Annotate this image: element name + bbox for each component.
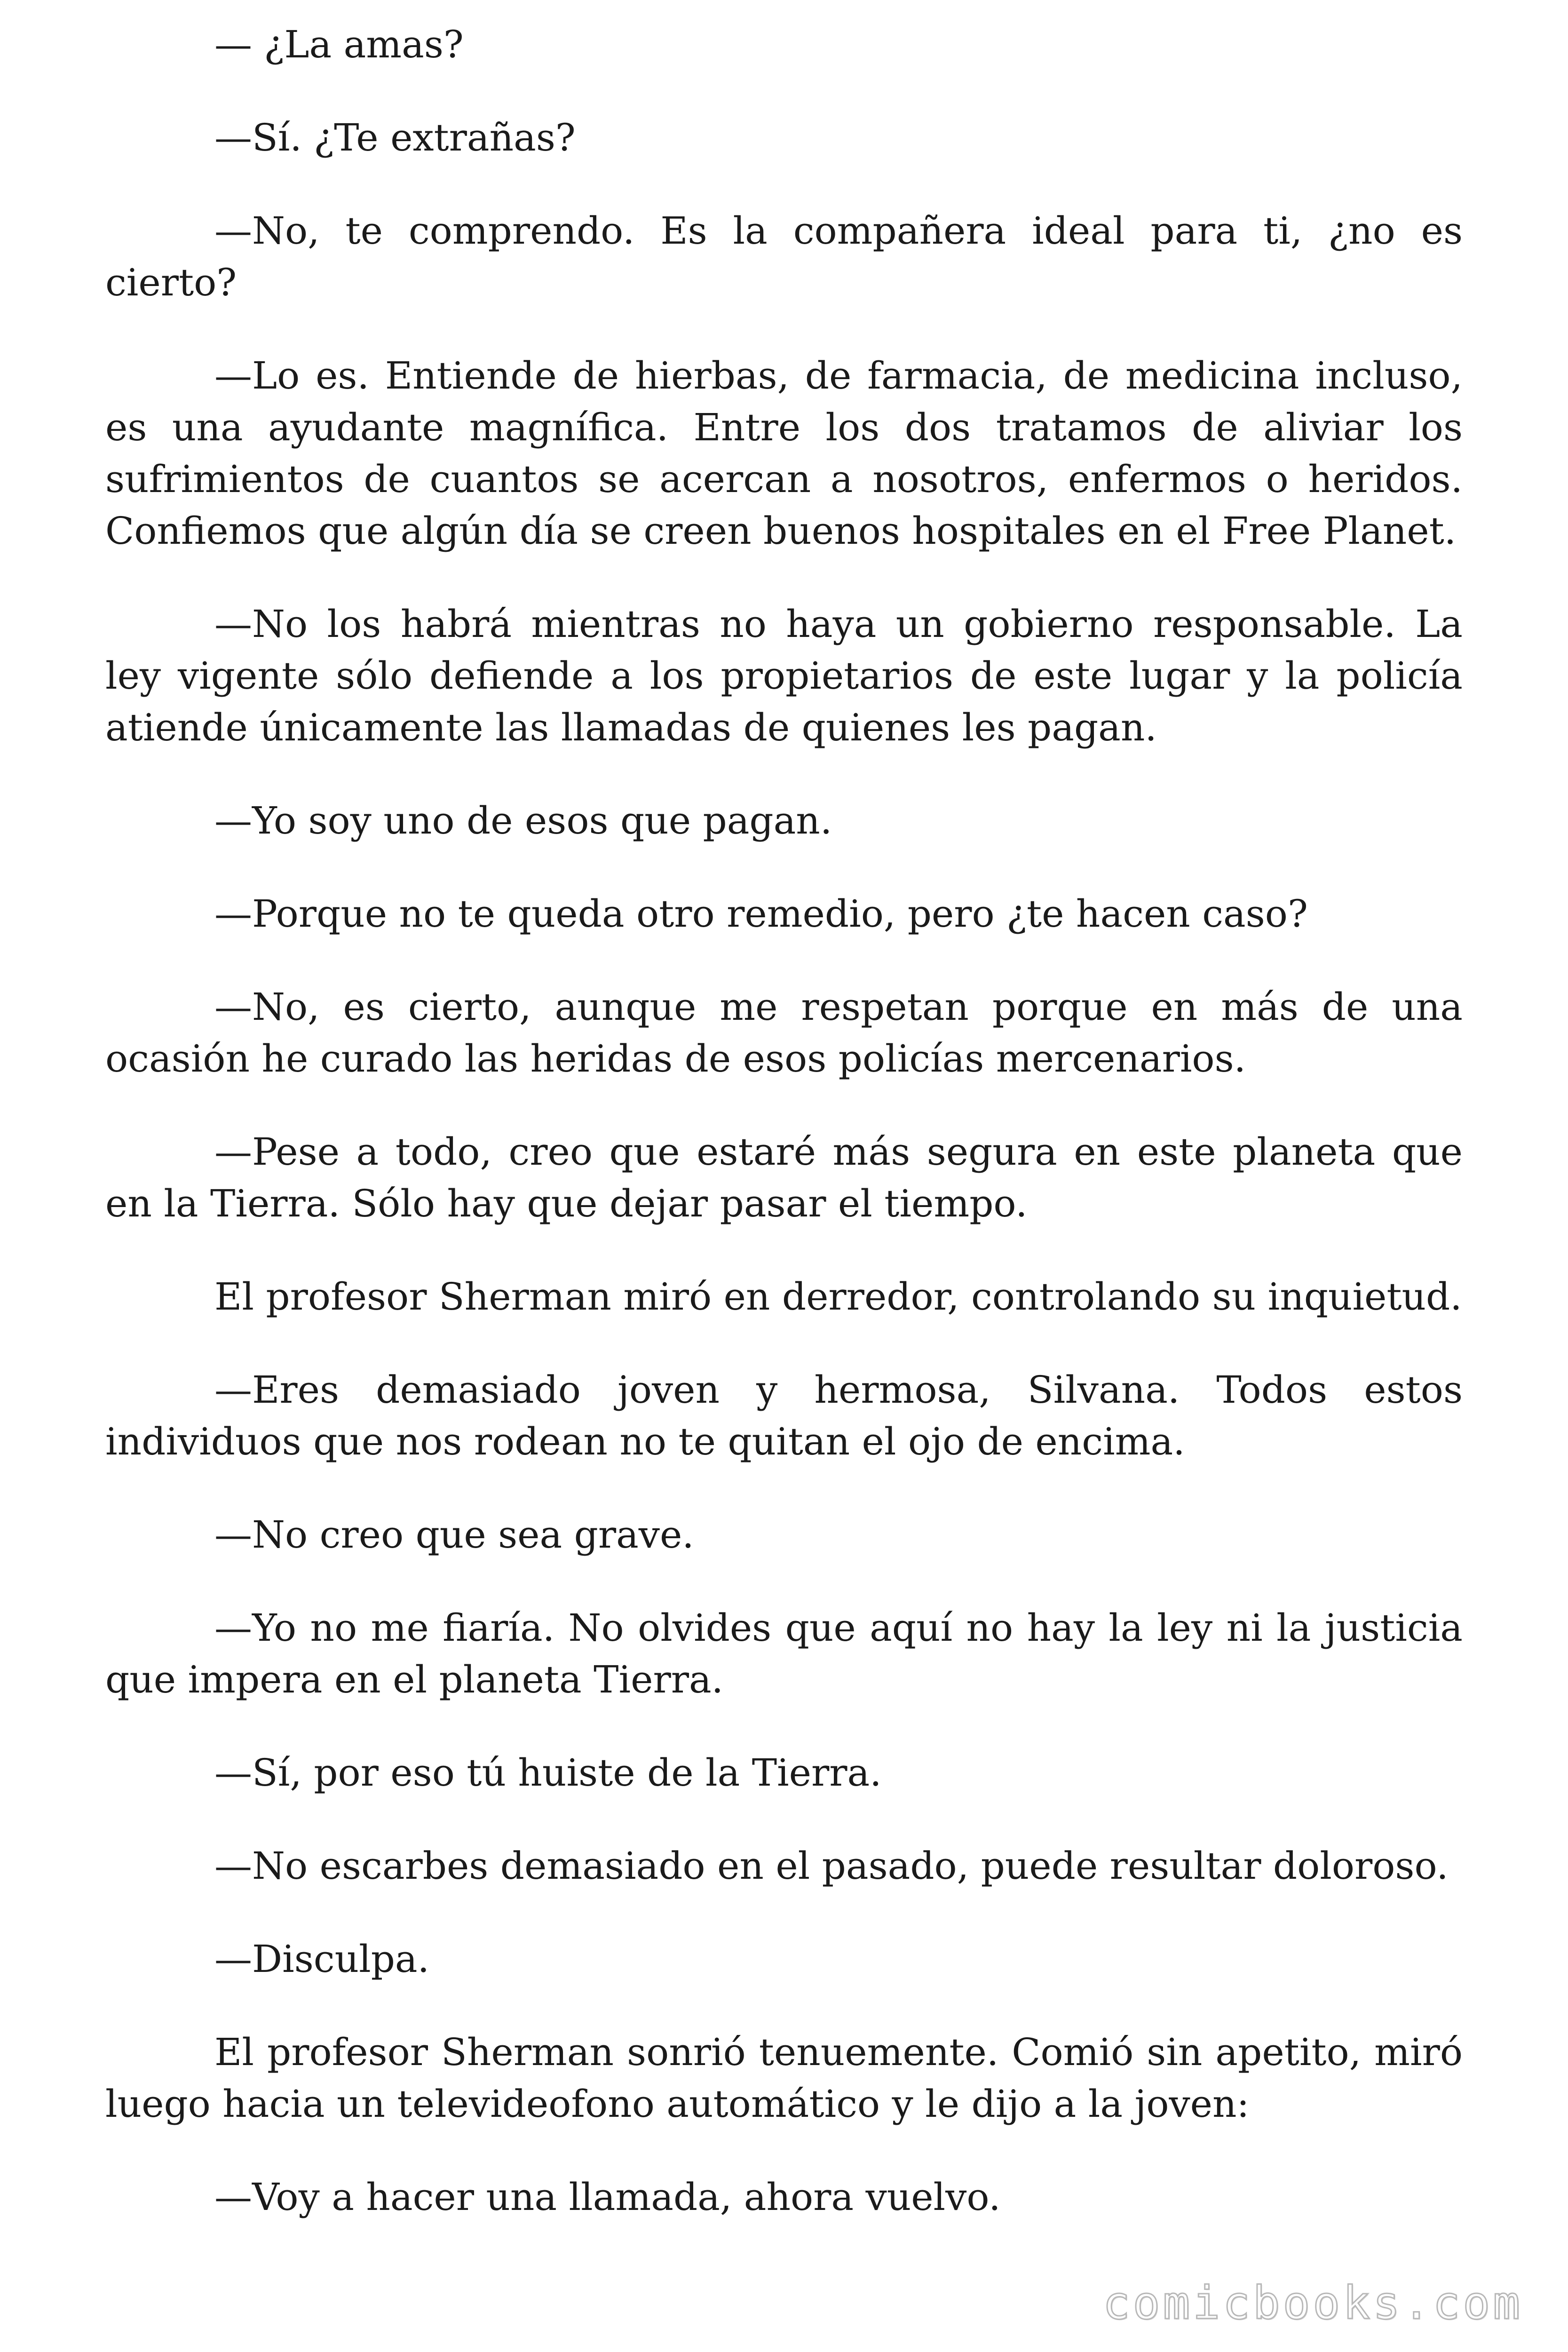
paragraph: El profesor Sherman sonrió tenuemente. Comió sin apetito, miró luego hacia un televideofono automático y le dijo a la joven: [105,2030,1463,2126]
paragraph: —Sí. ¿Te extrañas? [214,116,576,159]
paragraph: El profesor Sherman miró en derredor, controlando su inquietud. [214,1275,1462,1319]
paragraph: —No creo que sea grave. [214,1513,694,1557]
paragraph: —Eres demasiado joven y hermosa, Silvana. Todos estos individuos que nos rodean no te quitan el ojo de encima. [105,1368,1463,1463]
paragraph: —No, te comprendo. Es la compañera ideal para ti, ¿no es cierto? [105,209,1463,304]
watermark-logo: comicbooks.com [1102,2277,1523,2329]
paragraph: —Voy a hacer una llamada, ahora vuelvo. [214,2175,1001,2219]
paragraph: —Lo es. Entiende de hierbas, de farmacia, de medicina incluso, es una ayudante magnífica. Entre los dos tratamos de aliviar los sufrimientos de cuantos se acercan a nosotros, enfermos o heridos. Confiemos que algún día se creen buenos hospitales en el Free Planet. [105,354,1463,553]
book-page [105,19,1463,2265]
paragraph: — ¿La amas? [214,23,464,66]
paragraph: —No, es cierto, aunque me respetan porque en más de una ocasión he curado las heridas de esos policías mercenarios. [105,985,1463,1081]
paragraph: —Porque no te queda otro remedio, pero ¿te hacen caso? [214,892,1308,936]
paragraph: —No los habrá mientras no haya un gobierno responsable. La ley vigente sólo defiende a los propietarios de este lugar y la policía atiende únicamente las llamadas de quienes les pagan. [105,602,1463,749]
paragraph: —Pese a todo, creo que estaré más segura en este planeta que en la Tierra. Sólo hay que dejar pasar el tiempo. [105,1130,1463,1225]
paragraph: —No escarbes demasiado en el pasado, puede resultar doloroso. [214,1844,1449,1888]
paragraph: —Yo soy uno de esos que pagan. [214,799,832,842]
paragraph: —Disculpa. [214,1937,430,1981]
paragraph: —Yo no me fiaría. No olvides que aquí no hay la ley ni la justicia que impera en el planeta Tierra. [105,1606,1463,1701]
paragraph: —Sí, por eso tú huiste de la Tierra. [214,1751,882,1795]
